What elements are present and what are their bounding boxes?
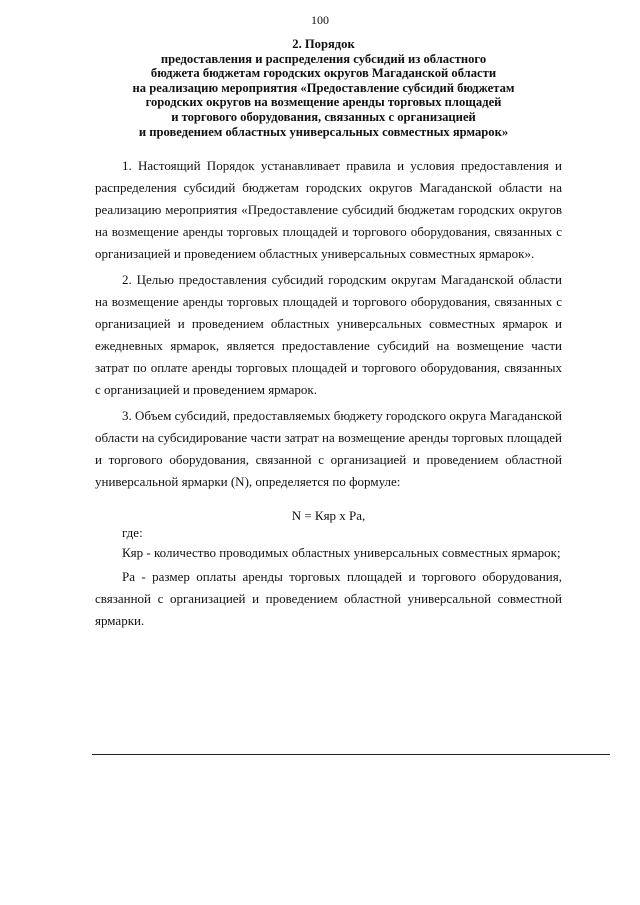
paragraph-2: 2. Целью предоставления субсидий городским округам Магаданской области на возмещение аренды торговых площадей и торгового оборудования, связанных с организацией и проведением областных универсальных совместных ярмарок и ежедневных ярмарок, является предоставление субсидий на возмещение части затрат по оплате аренды торговых площадей и торгового оборудования, связанных с организацией и проведением ярмарок. [95,272,562,397]
bottom-divider [92,754,610,755]
heading-line: и торгового оборудования, связанных с организацией [171,109,476,124]
heading-line: предоставления и распределения субсидий из областного [160,51,487,66]
formula: N = Кяр х Ра, [291,508,366,523]
page-number: 100 [311,13,329,27]
where-label: где: [122,525,143,540]
heading-line: 2. Порядок [292,37,355,51]
paragraph-1: 1. Настоящий Порядок устанавливает правила и условия предоставления и распределения субсидий бюджетам городских округов Магаданской области на реализацию мероприятия «Предоставление субсидий бюджетам городских округов на возмещение аренды торговых площадей и торгового оборудования, связанных с организацией и проведением областных универсальных совместных ярмарок». [95,158,562,261]
definition-kyar: Кяр - количество проводимых областных универсальных совместных ярмарок; [122,545,561,560]
heading-line: бюджета бюджетам городских округов Магаданской области [150,66,497,81]
heading-line: на реализацию мероприятия «Предоставление субсидий бюджетам [132,80,515,95]
document-body [95,155,562,632]
definition-ra: Ра - размер оплаты аренды торговых площадей и торгового оборудования, связанной с организацией и проведением областной универсальной совместной ярмарки. [95,569,562,628]
heading-line: городских округов на возмещение аренды торговых площадей [145,95,502,110]
section-heading [92,37,555,139]
heading-line: и проведением областных универсальных совместных ярмарок» [138,124,509,139]
paragraph-3: 3. Объем субсидий, предоставляемых бюджету городского округа Магаданской области на субсидирование части затрат на возмещение аренды торговых площадей и торгового оборудования, связанной с организацией и проведением областной универсальной ярмарки (N), определяется по формуле: [95,408,562,489]
